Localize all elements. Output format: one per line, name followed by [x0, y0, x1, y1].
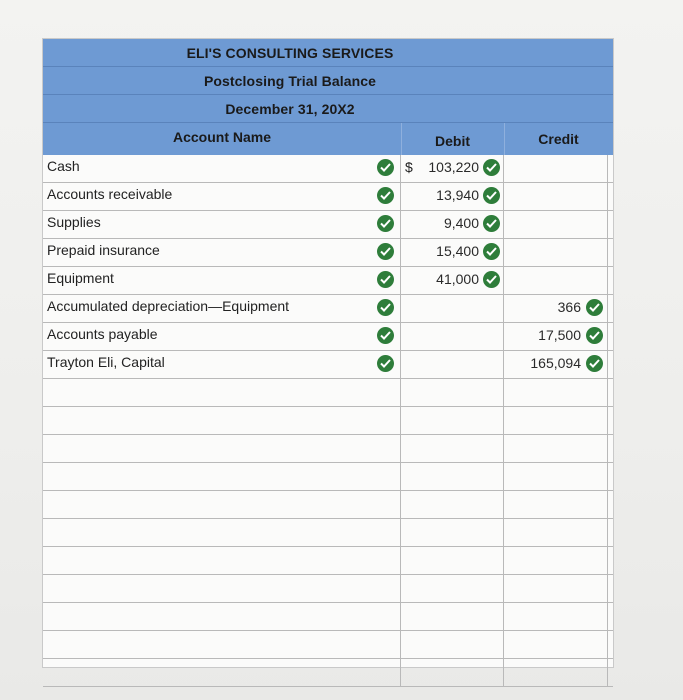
account-name-cell[interactable] [43, 183, 401, 210]
account-name-cell[interactable] [43, 239, 401, 266]
credit-cell[interactable] [504, 211, 608, 238]
credit-amount: 17,500 [538, 327, 581, 343]
debit-column-header: Debit [435, 133, 470, 149]
correct-check-icon [377, 355, 394, 372]
column-header-row [43, 123, 613, 155]
credit-cell[interactable] [504, 351, 608, 378]
currency-symbol: $ [405, 159, 413, 175]
account-name-cell[interactable] [43, 155, 401, 182]
empty-table-row [43, 379, 613, 407]
correct-check-icon [483, 243, 500, 260]
table-row [43, 351, 613, 379]
empty-table-row [43, 407, 613, 435]
empty-account-name-cell[interactable] [43, 491, 401, 518]
empty-account-name-cell[interactable] [43, 435, 401, 462]
company-name-header [43, 39, 613, 67]
empty-account-name-cell[interactable] [43, 631, 401, 658]
correct-check-icon [377, 187, 394, 204]
account-name: Accumulated depreciation—Equipment [47, 298, 290, 314]
empty-debit-cell[interactable] [401, 435, 504, 462]
debit-amount: 13,940 [436, 187, 479, 203]
credit-cell[interactable] [504, 267, 608, 294]
correct-check-icon [377, 299, 394, 316]
empty-table-row [43, 631, 613, 659]
account-name: Accounts receivable [47, 186, 173, 202]
table-row [43, 239, 613, 267]
empty-table-row [43, 603, 613, 631]
empty-account-name-cell[interactable] [43, 379, 401, 406]
statement-date: December 31, 20X2 [225, 100, 355, 117]
debit-cell[interactable] [401, 211, 504, 238]
correct-check-icon [377, 271, 394, 288]
table-row [43, 211, 613, 239]
empty-table-row [43, 547, 613, 575]
correct-check-icon [586, 355, 603, 372]
table-row [43, 267, 613, 295]
correct-check-icon [377, 159, 394, 176]
empty-debit-cell[interactable] [401, 379, 504, 406]
correct-check-icon [377, 243, 394, 260]
correct-check-icon [483, 271, 500, 288]
debit-cell[interactable] [401, 295, 504, 322]
empty-debit-cell[interactable] [401, 603, 504, 630]
credit-cell[interactable] [504, 323, 608, 350]
empty-credit-cell[interactable] [504, 575, 608, 602]
debit-amount: 41,000 [436, 271, 479, 287]
empty-credit-cell[interactable] [504, 547, 608, 574]
debit-amount: 103,220 [428, 159, 479, 175]
empty-credit-cell[interactable] [504, 435, 608, 462]
company-name: ELI'S CONSULTING SERVICES [186, 44, 394, 61]
correct-check-icon [483, 159, 500, 176]
statement-title: Postclosing Trial Balance [203, 72, 377, 89]
statement-title-header [43, 67, 613, 95]
correct-check-icon [586, 327, 603, 344]
account-name-cell[interactable] [43, 295, 401, 322]
account-name: Supplies [47, 214, 101, 230]
empty-account-name-cell[interactable] [43, 407, 401, 434]
correct-check-icon [377, 215, 394, 232]
empty-debit-cell[interactable] [401, 547, 504, 574]
empty-table-row [43, 463, 613, 491]
account-name: Cash [47, 158, 80, 174]
debit-cell[interactable] [401, 323, 504, 350]
account-name-cell[interactable] [43, 351, 401, 378]
empty-credit-cell[interactable] [504, 659, 608, 686]
empty-table-row [43, 435, 613, 463]
empty-debit-cell[interactable] [401, 631, 504, 658]
debit-cell[interactable] [401, 183, 504, 210]
account-name-cell[interactable] [43, 267, 401, 294]
correct-check-icon [483, 187, 500, 204]
empty-table-row [43, 491, 613, 519]
credit-amount: 165,094 [530, 355, 581, 371]
empty-debit-cell[interactable] [401, 519, 504, 546]
account-name: Accounts payable [47, 326, 158, 342]
correct-check-icon [483, 215, 500, 232]
empty-credit-cell[interactable] [504, 603, 608, 630]
credit-column-header: Credit [538, 131, 579, 147]
correct-check-icon [377, 327, 394, 344]
empty-account-name-cell[interactable] [43, 547, 401, 574]
empty-debit-cell[interactable] [401, 407, 504, 434]
account-name-cell[interactable] [43, 211, 401, 238]
empty-debit-cell[interactable] [401, 463, 504, 490]
empty-debit-cell[interactable] [401, 575, 504, 602]
debit-amount: 9,400 [443, 215, 479, 231]
empty-credit-cell[interactable] [504, 407, 608, 434]
empty-table-row [43, 659, 613, 687]
empty-account-name-cell[interactable] [43, 659, 401, 686]
empty-account-name-cell[interactable] [43, 519, 401, 546]
table-row [43, 155, 613, 183]
credit-cell[interactable] [504, 239, 608, 266]
empty-account-name-cell[interactable] [43, 575, 401, 602]
credit-cell[interactable] [504, 183, 608, 210]
credit-cell[interactable] [504, 155, 608, 182]
statement-date-header [43, 95, 613, 123]
empty-credit-cell[interactable] [504, 379, 608, 406]
table-row [43, 183, 613, 211]
empty-credit-cell[interactable] [504, 463, 608, 490]
debit-cell[interactable] [401, 351, 504, 378]
empty-credit-cell[interactable] [504, 519, 608, 546]
account-name-cell[interactable] [43, 323, 401, 350]
trial-balance-worksheet [42, 38, 614, 668]
debit-cell[interactable] [401, 267, 504, 294]
empty-credit-cell[interactable] [504, 631, 608, 658]
credit-amount: 366 [557, 299, 581, 315]
empty-account-name-cell[interactable] [43, 463, 401, 490]
correct-check-icon [586, 299, 603, 316]
debit-cell[interactable] [401, 239, 504, 266]
debit-amount: 15,400 [436, 243, 479, 259]
account-name: Equipment [47, 270, 114, 286]
empty-debit-cell[interactable] [401, 659, 504, 686]
table-row [43, 323, 613, 351]
debit-cell[interactable] [401, 155, 504, 182]
empty-credit-cell[interactable] [504, 491, 608, 518]
account-name-column-header: Account Name [172, 129, 272, 145]
empty-debit-cell[interactable] [401, 491, 504, 518]
empty-table-row [43, 575, 613, 603]
account-name: Trayton Eli, Capital [47, 354, 165, 370]
empty-account-name-cell[interactable] [43, 603, 401, 630]
account-name: Prepaid insurance [47, 242, 160, 258]
credit-cell[interactable] [504, 295, 608, 322]
empty-table-row [43, 519, 613, 547]
table-row [43, 295, 613, 323]
